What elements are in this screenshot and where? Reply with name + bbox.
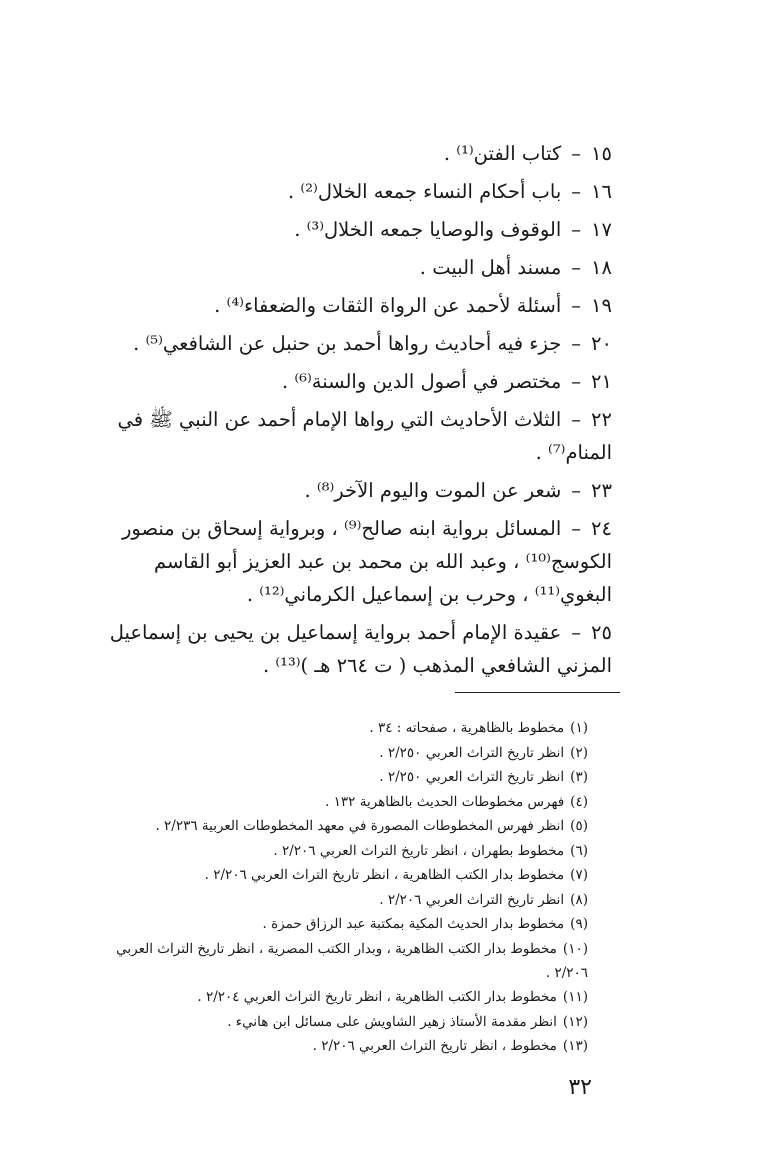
footnote-text: انظر مقدمة الأستاذ زهير الشاويش على مسائل ابن هانيء . xyxy=(227,1013,557,1030)
item-text: شعر عن الموت واليوم الآخر⁽⁸⁾ . xyxy=(304,479,562,502)
item-text: الثلاث الأحاديث التي رواها الإمام أحمد عن النبي ﷺ في المنام⁽⁷⁾ . xyxy=(117,408,612,464)
item-dash: – xyxy=(571,256,582,279)
item-number: ٢٠ xyxy=(591,332,612,355)
footnote xyxy=(83,716,588,740)
list-item xyxy=(92,616,612,682)
footnote-number: (٨) xyxy=(570,891,588,908)
footnote-text: مخطوط بطهران ، انظر تاريخ التراث العربي ٢/٢٠٦ . xyxy=(273,842,565,859)
item-dash: – xyxy=(571,408,582,431)
list-item xyxy=(92,213,612,246)
item-number: ١٥ xyxy=(591,142,612,165)
list-item xyxy=(92,403,612,469)
footnote xyxy=(83,912,588,936)
page-number: ٣٢ xyxy=(568,1075,592,1100)
footnote-text: مخطوط ، انظر تاريخ التراث العربي ٢/٢٠٦ . xyxy=(312,1038,557,1054)
item-number: ٢٣ xyxy=(591,479,612,502)
footnote xyxy=(83,1010,588,1034)
footnote-text: انظر تاريخ التراث العربي ٢/٢٠٦ . xyxy=(379,891,565,908)
item-dash: – xyxy=(571,332,582,355)
footnote-text: مخطوط بدار الكتب الظاهرية ، انظر تاريخ التراث العربي ٢/٢٠٦ . xyxy=(204,867,565,883)
item-number: ١٨ xyxy=(591,256,612,279)
list-item xyxy=(92,474,612,507)
item-number: ١٩ xyxy=(591,294,612,317)
item-number: ١٧ xyxy=(591,218,612,241)
item-number: ٢١ xyxy=(591,370,612,393)
footnote-number: (٣) xyxy=(570,769,588,785)
footnote-number: (٦) xyxy=(570,842,588,859)
footnote-text: مخطوط بالظاهرية ، صفحاته : ٣٤ . xyxy=(369,720,565,736)
footnote-text: انظر تاريخ التراث العربي ٢/٢٥٠ . xyxy=(379,744,565,761)
item-text: جزء فيه أحاديث رواها أحمد بن حنبل عن الشافعي⁽⁵⁾ . xyxy=(133,332,562,355)
item-text: أسئلة لأحمد عن الرواة الثقات والضعفاء⁽⁴⁾ . xyxy=(214,294,562,317)
item-text: عقيدة الإمام أحمد برواية إسماعيل بن يحيى بن إسماعيل المزني الشافعي المذهب ( ت ٢٦٤ هـ )⁽¹³⁾ . xyxy=(109,621,612,677)
footnote xyxy=(83,863,588,887)
footnote-number: (١١) xyxy=(562,989,588,1005)
footnote-divider xyxy=(455,692,620,693)
list-item xyxy=(92,512,612,611)
item-text: باب أحكام النساء جمعه الخلال⁽²⁾ . xyxy=(288,180,562,203)
item-dash: – xyxy=(571,142,582,165)
item-number: ١٦ xyxy=(591,180,612,203)
list-item xyxy=(92,365,612,398)
footnote xyxy=(83,1034,588,1058)
item-dash: – xyxy=(571,218,582,241)
item-dash: – xyxy=(571,517,582,540)
item-dash: – xyxy=(571,621,582,644)
footnote-text: مخطوط بدار الكتب الظاهرية ، وبدار الكتب المصرية ، انظر تاريخ التراث العربي ٢/٢٠٦ . xyxy=(116,940,588,981)
item-text: مسند أهل البيت . xyxy=(419,256,562,279)
item-dash: – xyxy=(571,180,582,203)
footnotes xyxy=(83,716,588,1059)
footnote-number: (٤) xyxy=(570,793,588,810)
footnote-number: (١٣) xyxy=(562,1038,588,1054)
footnote-number: (٢) xyxy=(570,744,588,761)
footnote-number: (٥) xyxy=(570,818,588,834)
footnote xyxy=(83,814,588,838)
footnote-text: انظر فهرس المخطوطات المصورة في معهد المخطوطات العربية ٢/٢٣٦ . xyxy=(155,818,565,834)
list-item xyxy=(92,137,612,170)
footnote-number: (١٢) xyxy=(562,1013,588,1030)
item-dash: – xyxy=(571,479,582,502)
footnote-text: مخطوط بدار الحديث المكية بمكتبة عبد الرزاق حمزة . xyxy=(262,916,565,932)
item-dash: – xyxy=(571,370,582,393)
item-number: ٢٤ xyxy=(591,517,612,540)
footnote xyxy=(83,765,588,789)
footnote xyxy=(83,937,588,985)
footnote-text: انظر تاريخ التراث العربي ٢/٢٥٠ . xyxy=(379,769,565,785)
list-item xyxy=(92,175,612,208)
footnote-text: مخطوط بدار الكتب الظاهرية ، انظر تاريخ التراث العربي ٢/٢٠٤ . xyxy=(197,989,557,1005)
footnote-text: فهرس مخطوطات الحديث بالظاهرية ١٣٢ . xyxy=(325,793,565,810)
footnote-number: (٧) xyxy=(570,867,588,883)
works-list xyxy=(92,137,612,687)
footnote-number: (١) xyxy=(570,720,588,736)
item-text: الوقوف والوصايا جمعه الخلال⁽³⁾ . xyxy=(294,218,562,241)
footnote-number: (٩) xyxy=(570,916,588,932)
item-text: مختصر في أصول الدين والسنة⁽⁶⁾ . xyxy=(281,370,562,393)
item-number: ٢٥ xyxy=(591,621,612,644)
footnote xyxy=(83,741,588,765)
footnote-number: (١٠) xyxy=(562,940,588,957)
list-item xyxy=(92,289,612,322)
item-number: ٢٢ xyxy=(591,408,612,431)
list-item xyxy=(92,251,612,284)
footnote xyxy=(83,888,588,912)
item-text: كتاب الفتن⁽¹⁾ . xyxy=(443,142,562,165)
footnote xyxy=(83,985,588,1009)
footnote xyxy=(83,839,588,863)
list-item xyxy=(92,327,612,360)
item-dash: – xyxy=(571,294,582,317)
item-text: المسائل برواية ابنه صالح⁽⁹⁾ ، وبرواية إسحاق بن منصور الكوسج⁽¹⁰⁾ ، وعبد الله بن محمد بن عبد العزيز أبو القاسم البغوي⁽¹¹⁾ ، وحرب بن إسماعيل الكرماني⁽¹²⁾ . xyxy=(121,517,612,606)
footnote xyxy=(83,790,588,814)
